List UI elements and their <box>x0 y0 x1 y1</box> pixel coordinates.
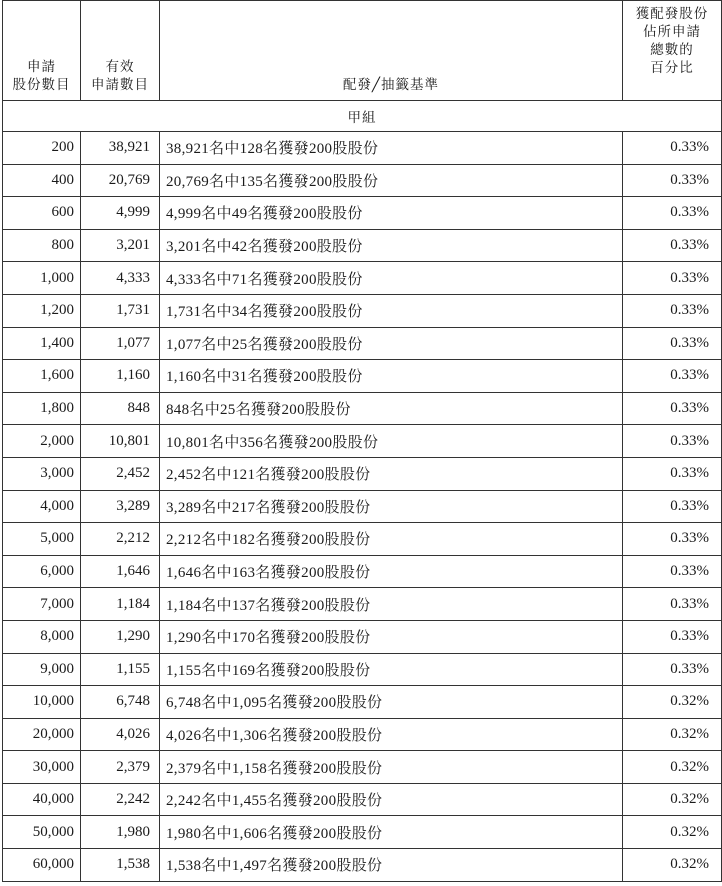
table-row <box>3 392 722 425</box>
cell-allotted-percentage: 0.33% <box>623 555 722 588</box>
cell-allotted-percentage: 0.33% <box>623 229 722 262</box>
cell-shares-applied: 4,000 <box>3 490 81 523</box>
cell-valid-applications: 6,748 <box>81 686 160 719</box>
cell-allocation-basis: 848名中25名獲發200股股份 <box>160 392 623 425</box>
cell-allotted-percentage: 0.33% <box>623 457 722 490</box>
cell-allocation-basis: 20,769名中135名獲發200股股份 <box>160 164 623 197</box>
cell-valid-applications: 3,201 <box>81 229 160 262</box>
cell-allotted-percentage: 0.33% <box>623 523 722 556</box>
table-row <box>3 490 722 523</box>
cell-allocation-basis: 1,646名中163名獲發200股股份 <box>160 555 623 588</box>
table-row <box>3 555 722 588</box>
cell-valid-applications: 1,980 <box>81 816 160 849</box>
cell-shares-applied: 800 <box>3 229 81 262</box>
table-row <box>3 523 722 556</box>
cell-valid-applications: 1,160 <box>81 360 160 393</box>
cell-allotted-percentage: 0.32% <box>623 686 722 719</box>
cell-allotted-percentage: 0.32% <box>623 849 722 882</box>
cell-valid-applications: 1,731 <box>81 294 160 327</box>
table-row <box>3 262 722 295</box>
table-row <box>3 816 722 849</box>
cell-shares-applied: 10,000 <box>3 686 81 719</box>
cell-shares-applied: 20,000 <box>3 718 81 751</box>
cell-allotted-percentage: 0.33% <box>623 620 722 653</box>
cell-valid-applications: 10,801 <box>81 425 160 458</box>
table-row <box>3 164 722 197</box>
cell-allotted-percentage: 0.33% <box>623 197 722 230</box>
cell-allotted-percentage: 0.33% <box>623 653 722 686</box>
table-row <box>3 425 722 458</box>
table-row <box>3 457 722 490</box>
cell-shares-applied: 7,000 <box>3 588 81 621</box>
cell-allotted-percentage: 0.33% <box>623 425 722 458</box>
cell-allotted-percentage: 0.32% <box>623 783 722 816</box>
group-label: 甲組 <box>3 101 722 132</box>
cell-shares-applied: 400 <box>3 164 81 197</box>
cell-valid-applications: 4,999 <box>81 197 160 230</box>
cell-allotted-percentage: 0.32% <box>623 718 722 751</box>
cell-allocation-basis: 1,155名中169名獲發200股股份 <box>160 653 623 686</box>
table-row <box>3 653 722 686</box>
cell-valid-applications: 1,538 <box>81 849 160 882</box>
cell-shares-applied: 1,000 <box>3 262 81 295</box>
cell-shares-applied: 50,000 <box>3 816 81 849</box>
cell-allotted-percentage: 0.33% <box>623 132 722 165</box>
cell-valid-applications: 1,155 <box>81 653 160 686</box>
cell-valid-applications: 4,333 <box>81 262 160 295</box>
table-row <box>3 197 722 230</box>
cell-valid-applications: 2,379 <box>81 751 160 784</box>
table-body <box>3 101 722 882</box>
cell-allocation-basis: 4,999名中49名獲發200股股份 <box>160 197 623 230</box>
cell-valid-applications: 38,921 <box>81 132 160 165</box>
cell-allocation-basis: 1,077名中25名獲發200股股份 <box>160 327 623 360</box>
table-row <box>3 783 722 816</box>
cell-shares-applied: 1,600 <box>3 360 81 393</box>
table-row <box>3 229 722 262</box>
cell-shares-applied: 1,800 <box>3 392 81 425</box>
cell-valid-applications: 1,184 <box>81 588 160 621</box>
cell-allocation-basis: 2,452名中121名獲發200股股份 <box>160 457 623 490</box>
table-row <box>3 751 722 784</box>
cell-allocation-basis: 1,160名中31名獲發200股股份 <box>160 360 623 393</box>
cell-valid-applications: 3,289 <box>81 490 160 523</box>
cell-allotted-percentage: 0.33% <box>623 327 722 360</box>
cell-allotted-percentage: 0.33% <box>623 360 722 393</box>
cell-valid-applications: 2,242 <box>81 783 160 816</box>
cell-shares-applied: 600 <box>3 197 81 230</box>
header-allocation-basis: 配發╱抽籤基準 <box>160 1 623 101</box>
cell-allotted-percentage: 0.33% <box>623 294 722 327</box>
cell-shares-applied: 9,000 <box>3 653 81 686</box>
cell-allotted-percentage: 0.32% <box>623 751 722 784</box>
cell-allocation-basis: 10,801名中356名獲發200股股份 <box>160 425 623 458</box>
header-valid-applications: 有效 申請數目 <box>81 1 160 101</box>
table-row <box>3 294 722 327</box>
cell-allocation-basis: 2,242名中1,455名獲發200股股份 <box>160 783 623 816</box>
cell-allocation-basis: 1,980名中1,606名獲發200股股份 <box>160 816 623 849</box>
cell-allocation-basis: 38,921名中128名獲發200股股份 <box>160 132 623 165</box>
cell-allotted-percentage: 0.33% <box>623 262 722 295</box>
cell-allotted-percentage: 0.33% <box>623 164 722 197</box>
cell-shares-applied: 8,000 <box>3 620 81 653</box>
cell-shares-applied: 40,000 <box>3 783 81 816</box>
header-shares-applied: 申請 股份數目 <box>3 1 81 101</box>
cell-allocation-basis: 6,748名中1,095名獲發200股股份 <box>160 686 623 719</box>
cell-allotted-percentage: 0.33% <box>623 588 722 621</box>
cell-valid-applications: 20,769 <box>81 164 160 197</box>
header-allotted-percentage: 獲配發股份 佔所申請 總數的 百分比 <box>623 1 722 101</box>
allotment-table <box>2 0 722 882</box>
cell-allocation-basis: 4,026名中1,306名獲發200股股份 <box>160 718 623 751</box>
table-row <box>3 620 722 653</box>
cell-shares-applied: 60,000 <box>3 849 81 882</box>
cell-allocation-basis: 2,212名中182名獲發200股股份 <box>160 523 623 556</box>
cell-allocation-basis: 1,290名中170名獲發200股股份 <box>160 620 623 653</box>
table-row <box>3 132 722 165</box>
group-row <box>3 101 722 132</box>
cell-valid-applications: 848 <box>81 392 160 425</box>
cell-shares-applied: 1,400 <box>3 327 81 360</box>
cell-shares-applied: 1,200 <box>3 294 81 327</box>
header-row <box>3 1 722 101</box>
cell-allocation-basis: 2,379名中1,158名獲發200股股份 <box>160 751 623 784</box>
table-row <box>3 849 722 882</box>
cell-shares-applied: 3,000 <box>3 457 81 490</box>
cell-allotted-percentage: 0.33% <box>623 392 722 425</box>
cell-valid-applications: 1,290 <box>81 620 160 653</box>
table-row <box>3 327 722 360</box>
cell-allotted-percentage: 0.33% <box>623 490 722 523</box>
cell-allotted-percentage: 0.32% <box>623 816 722 849</box>
cell-shares-applied: 6,000 <box>3 555 81 588</box>
table-row <box>3 588 722 621</box>
cell-valid-applications: 1,646 <box>81 555 160 588</box>
cell-allocation-basis: 3,289名中217名獲發200股股份 <box>160 490 623 523</box>
cell-allocation-basis: 3,201名中42名獲發200股股份 <box>160 229 623 262</box>
table-row <box>3 686 722 719</box>
cell-allocation-basis: 1,184名中137名獲發200股股份 <box>160 588 623 621</box>
cell-shares-applied: 200 <box>3 132 81 165</box>
cell-valid-applications: 2,452 <box>81 457 160 490</box>
table-row <box>3 718 722 751</box>
cell-allocation-basis: 4,333名中71名獲發200股股份 <box>160 262 623 295</box>
cell-shares-applied: 2,000 <box>3 425 81 458</box>
cell-valid-applications: 2,212 <box>81 523 160 556</box>
cell-valid-applications: 4,026 <box>81 718 160 751</box>
cell-shares-applied: 5,000 <box>3 523 81 556</box>
cell-allocation-basis: 1,731名中34名獲發200股股份 <box>160 294 623 327</box>
cell-allocation-basis: 1,538名中1,497名獲發200股股份 <box>160 849 623 882</box>
table-row <box>3 360 722 393</box>
cell-shares-applied: 30,000 <box>3 751 81 784</box>
cell-valid-applications: 1,077 <box>81 327 160 360</box>
